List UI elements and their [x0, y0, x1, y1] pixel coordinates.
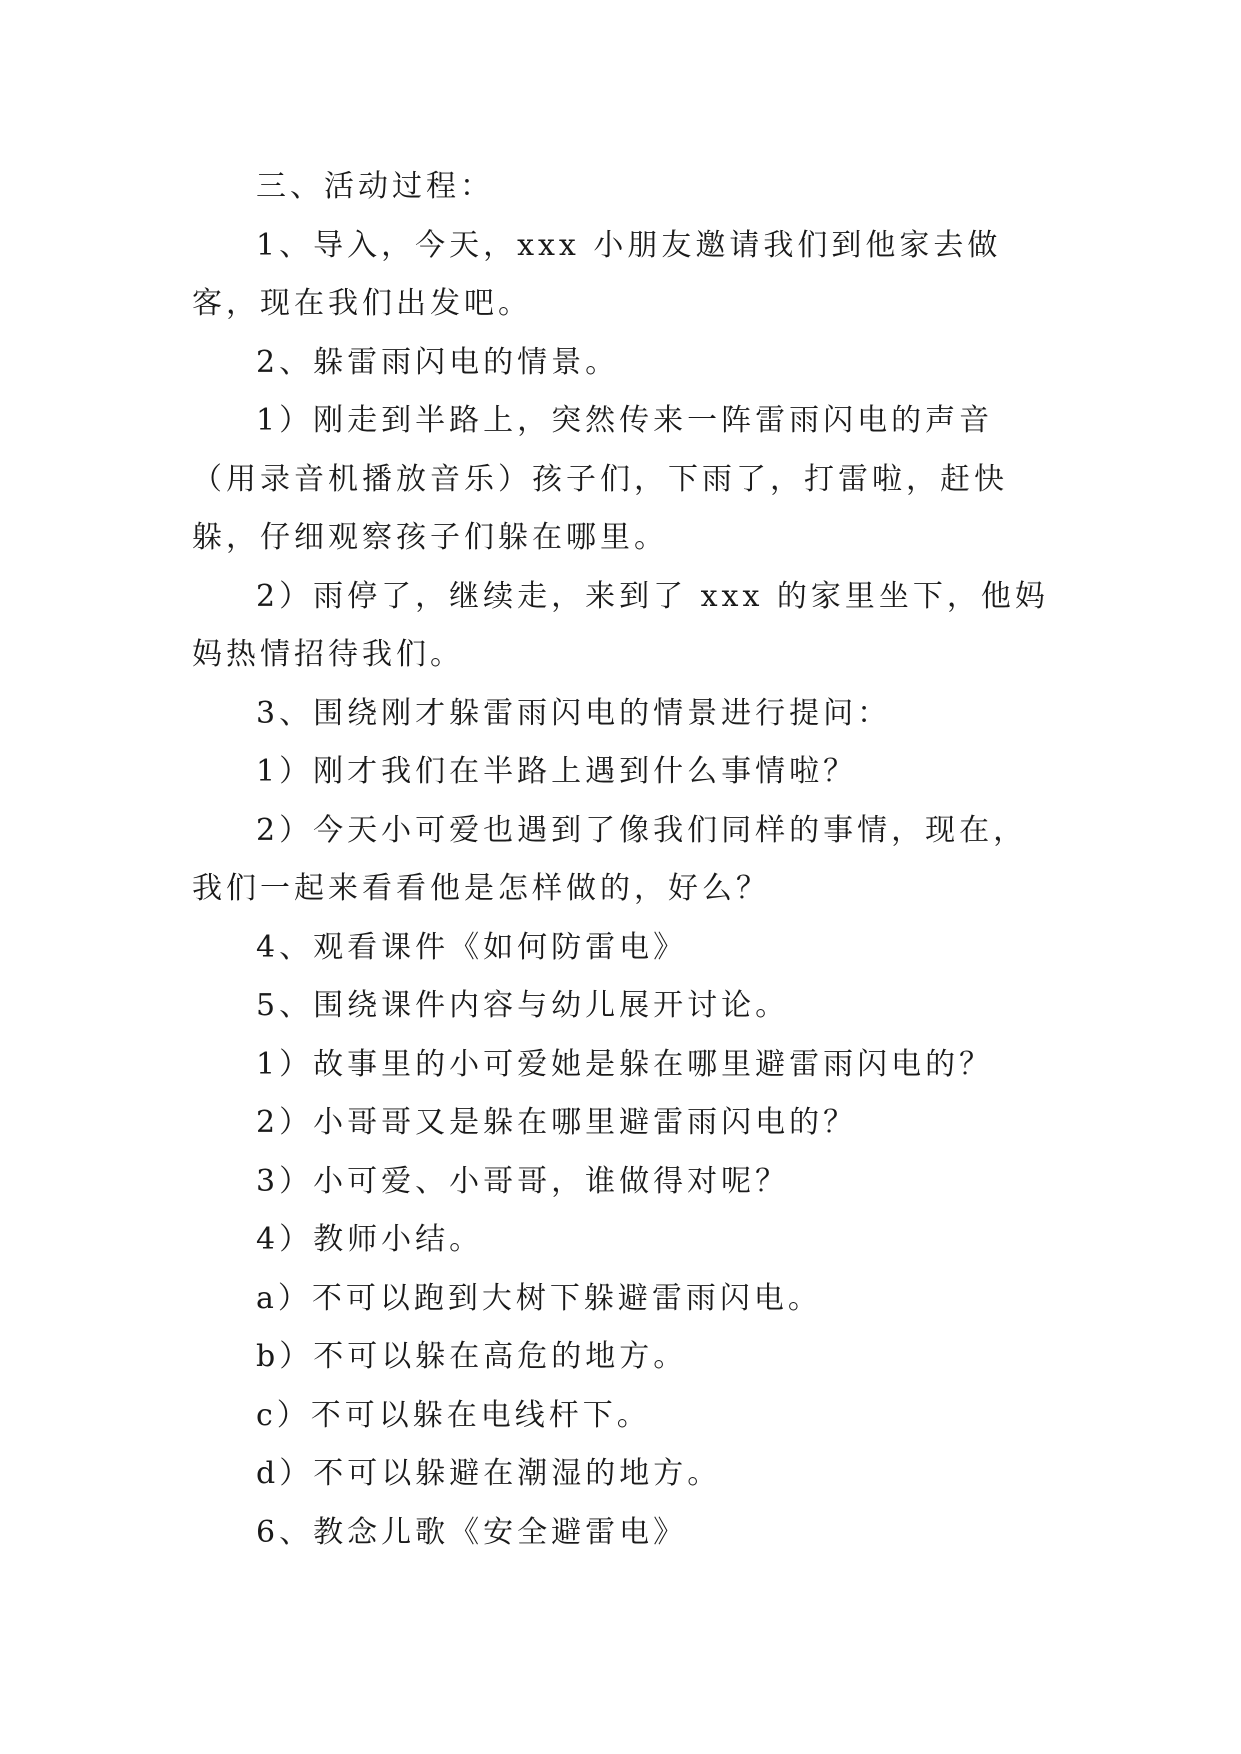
paragraph: 2）今天小可爱也遇到了像我们同样的事情，现在，我们一起来看看他是怎样做的，好么？ [192, 812, 1028, 906]
paragraph: 4、观看课件《如何防雷电》 [256, 929, 688, 965]
paragraph: a）不可以跑到大树下躲避雷雨闪电。 [256, 1280, 822, 1316]
paragraph: 1）刚走到半路上，突然传来一阵雷雨闪电的声音（用录音机播放音乐）孩子们，下雨了，打雷啦，赶快躲，仔细观察孩子们躲在哪里。 [192, 403, 1008, 555]
section-heading: 三、活动过程： [256, 169, 494, 204]
paragraph: 1）刚才我们在半路上遇到什么事情啦？ [256, 754, 858, 789]
paragraph: 1）故事里的小可爱她是躲在哪里避雷雨闪电的？ [256, 1046, 994, 1082]
paragraph: 3、围绕刚才躲雷雨闪电的情景进行提问： [256, 695, 892, 731]
paragraph: b）不可以躲在高危的地方。 [256, 1339, 688, 1374]
paragraph: 5、围绕课件内容与幼儿展开讨论。 [256, 988, 790, 1023]
paragraph: 2）雨停了，继续走，来到了 xxx 的家里坐下，他妈妈热情招待我们。 [192, 578, 1049, 672]
paragraph: 2）小哥哥又是躲在哪里避雷雨闪电的？ [256, 1105, 858, 1140]
paragraph: 4）教师小结。 [256, 1222, 484, 1257]
paragraph: 2、躲雷雨闪电的情景。 [256, 344, 620, 380]
paragraph: c）不可以躲在电线杆下。 [256, 1397, 651, 1433]
paragraph: 6、教念儿歌《安全避雷电》 [256, 1514, 688, 1550]
paragraph: 1、导入，今天，xxx 小朋友邀请我们到他家去做客，现在我们出发吧。 [192, 227, 1002, 321]
document-body [192, 158, 1052, 1562]
paragraph: 3）小可爱、小哥哥，谁做得对呢？ [256, 1163, 790, 1199]
paragraph: d）不可以躲避在潮湿的地方。 [256, 1456, 722, 1491]
